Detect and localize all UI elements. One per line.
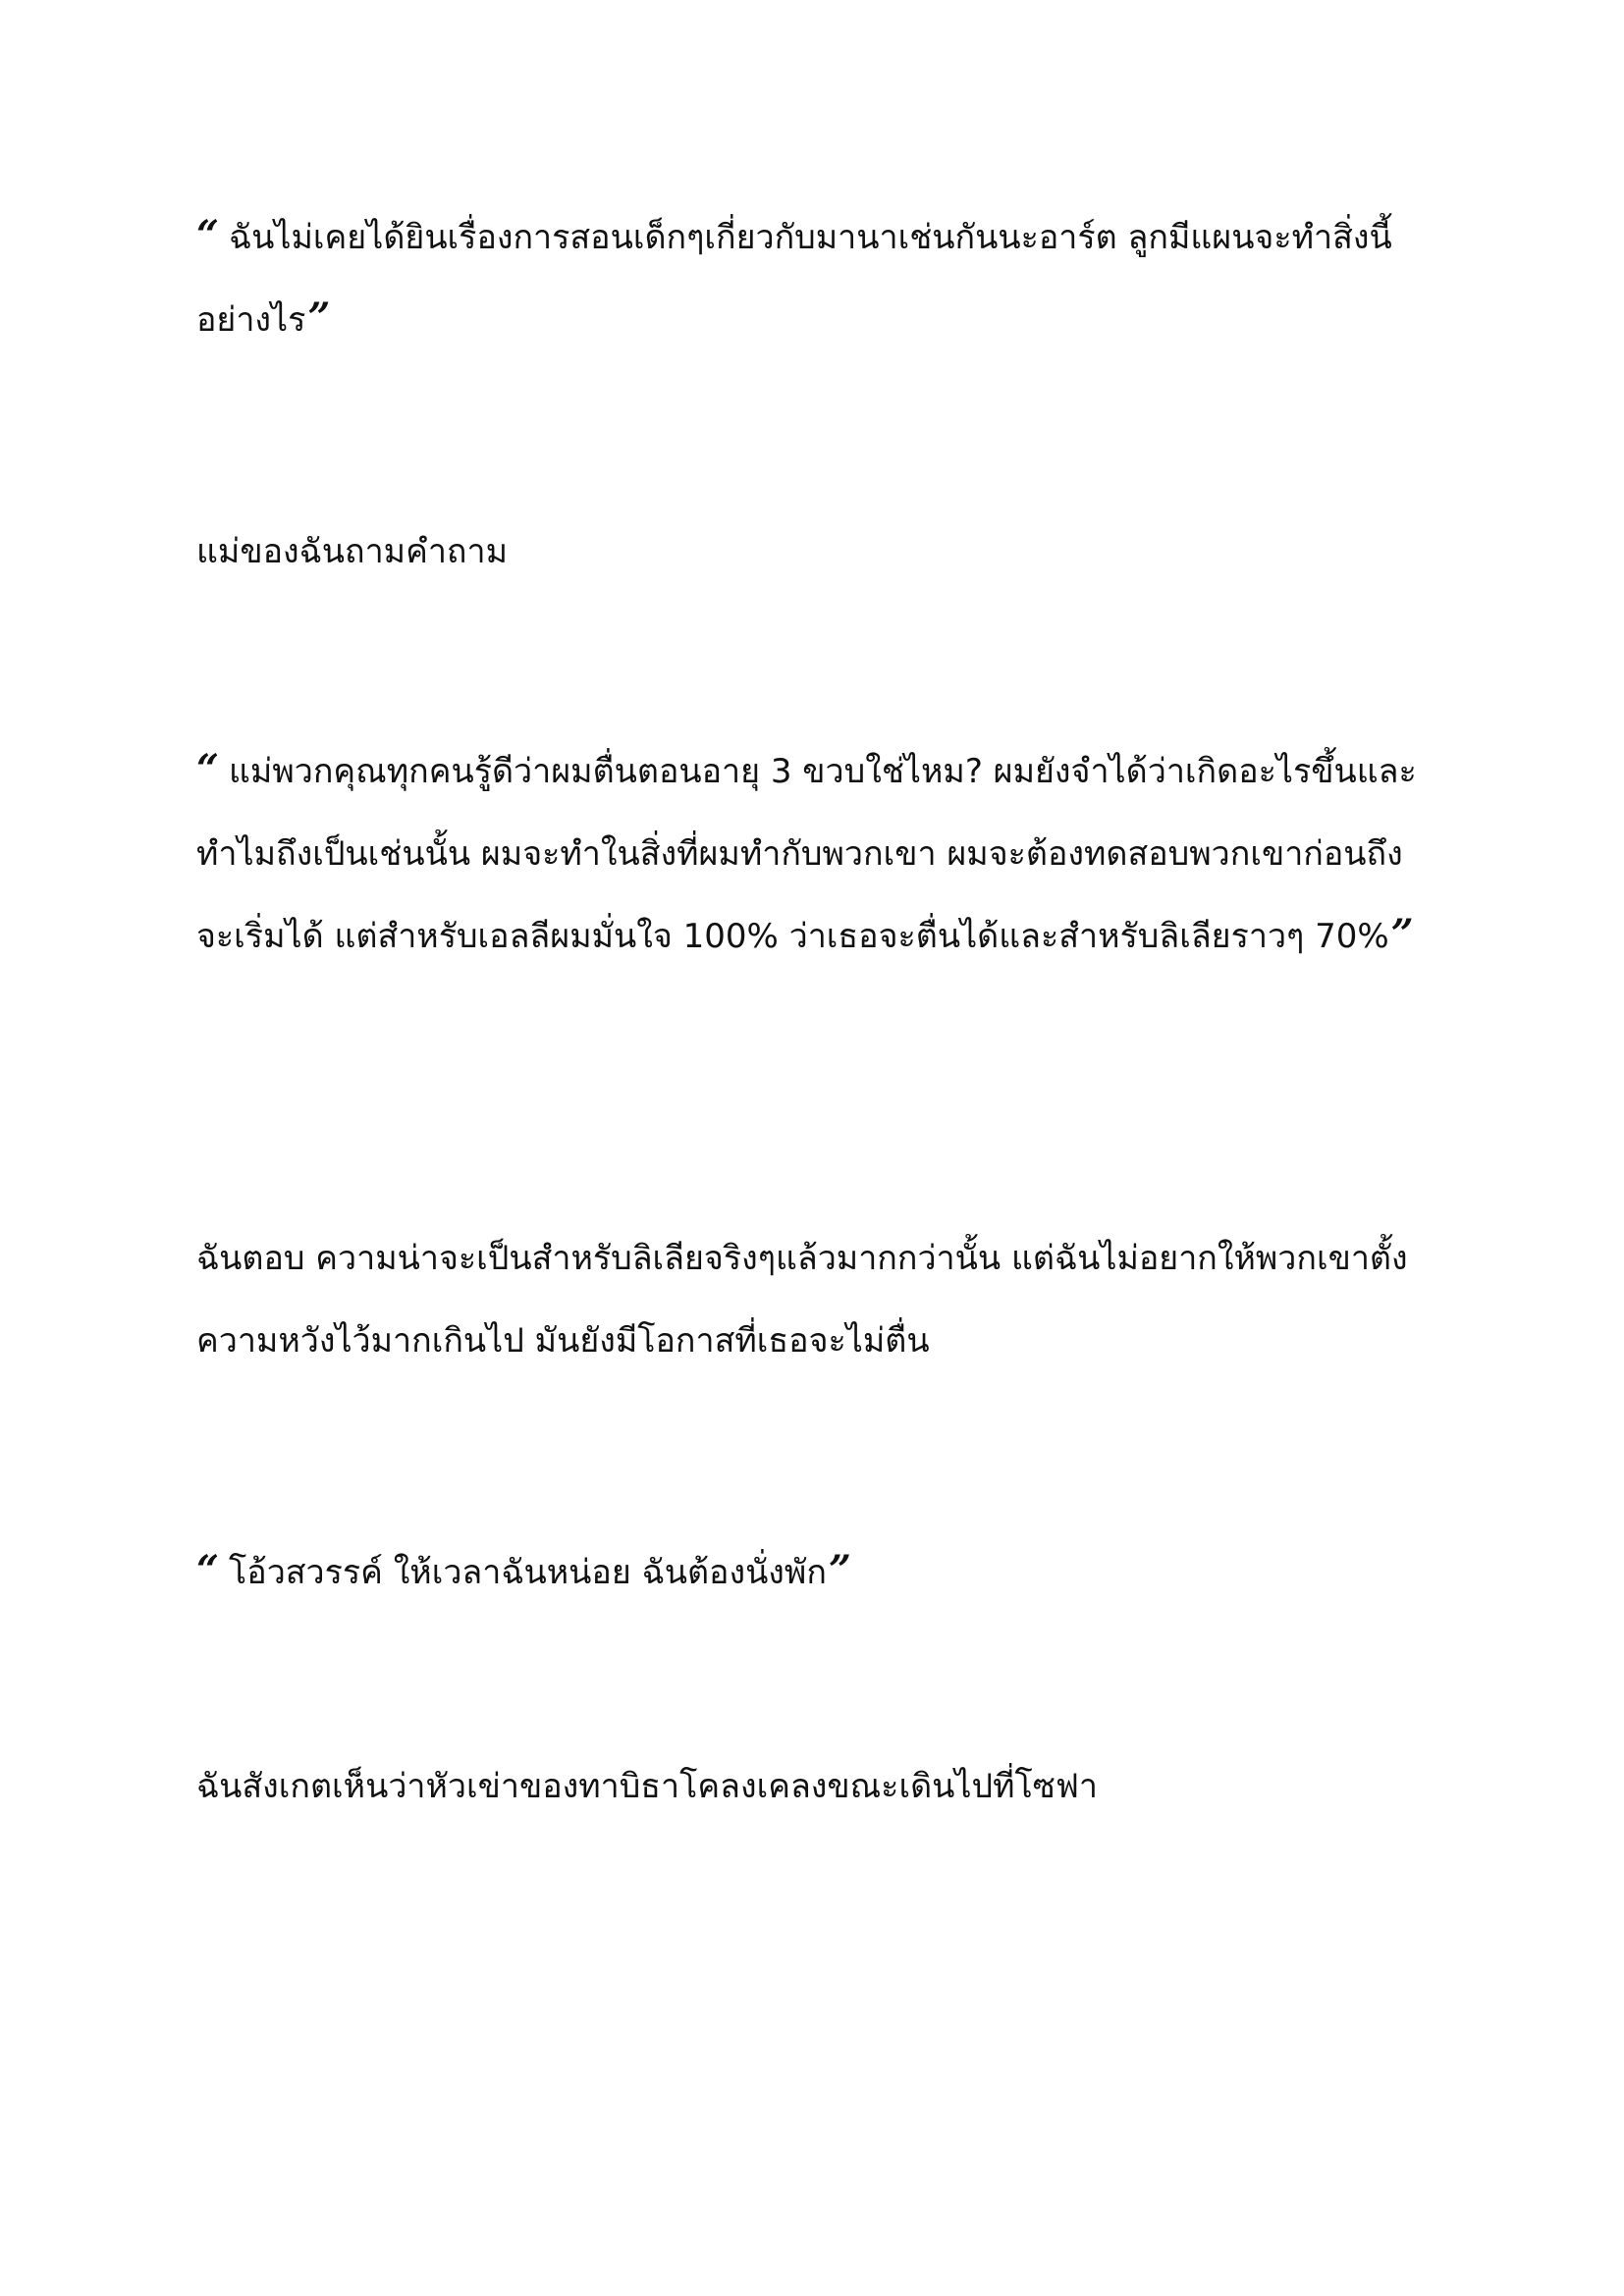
close-quote-mark: ” bbox=[307, 294, 331, 341]
open-quote-mark: “ bbox=[196, 746, 220, 792]
close-quote-mark: ” bbox=[828, 1547, 851, 1593]
dialogue-paragraph bbox=[196, 730, 1434, 978]
paragraph-text: ฉันไม่เคยได้ยินเรื่องการสอนเด็กๆเกี่ยวกับมานาเช่นกันนะอาร์ต ลูกมีแผนจะทำสิ่งนี้อย่างไร bbox=[196, 218, 1392, 340]
narration-paragraph bbox=[196, 510, 1434, 593]
narration-paragraph bbox=[196, 1745, 1434, 1828]
open-quote-mark: “ bbox=[196, 1547, 220, 1593]
paragraph-text: แม่ของฉันถามคำถาม bbox=[196, 532, 509, 571]
open-quote-mark: “ bbox=[196, 212, 220, 258]
paragraph-text: แม่พวกคุณทุกคนรู้ดีว่าผมตื่นตอนอายุ 3 ขวบใช่ไหม? ผมยังจำได้ว่าเกิดอะไรขึ้นและทำไมถึงเป็นเช่นนั้น ผมจะทำในสิ่งที่ผมทำกับพวกเขา ผมจะต้องทดสอบพวกเขาก่อนถึงจะเริ่มได้ แต่สำหรับเอลลีผมมั่นใจ 100% ว่าเธอจะตื่นได้และสำหรับลิเลียราวๆ 70% bbox=[196, 752, 1417, 956]
paragraph-text: ฉันตอบ ความน่าจะเป็นสำหรับลิเลียจริงๆแล้วมากกว่านั้น แต่ฉันไม่อยากให้พวกเขาตั้งความหวังไว้มากเกินไป มันยังมีโอกาสที่เธอจะไม่ตื่น bbox=[196, 1239, 1408, 1361]
dialogue-paragraph bbox=[196, 196, 1434, 361]
close-quote-mark: ” bbox=[1390, 911, 1414, 957]
narration-paragraph bbox=[196, 1217, 1434, 1382]
dialogue-paragraph bbox=[196, 1531, 1434, 1614]
paragraph-text: ฉันสังเกตเห็นว่าหัวเข่าของทาบิธาโคลงเคลงขณะเดินไปที่โซฟา bbox=[196, 1767, 1098, 1806]
paragraph-text: โอ้วสวรรค์ ให้เวลาฉันหน่อย ฉันต้องนั่งพัก bbox=[229, 1553, 827, 1592]
